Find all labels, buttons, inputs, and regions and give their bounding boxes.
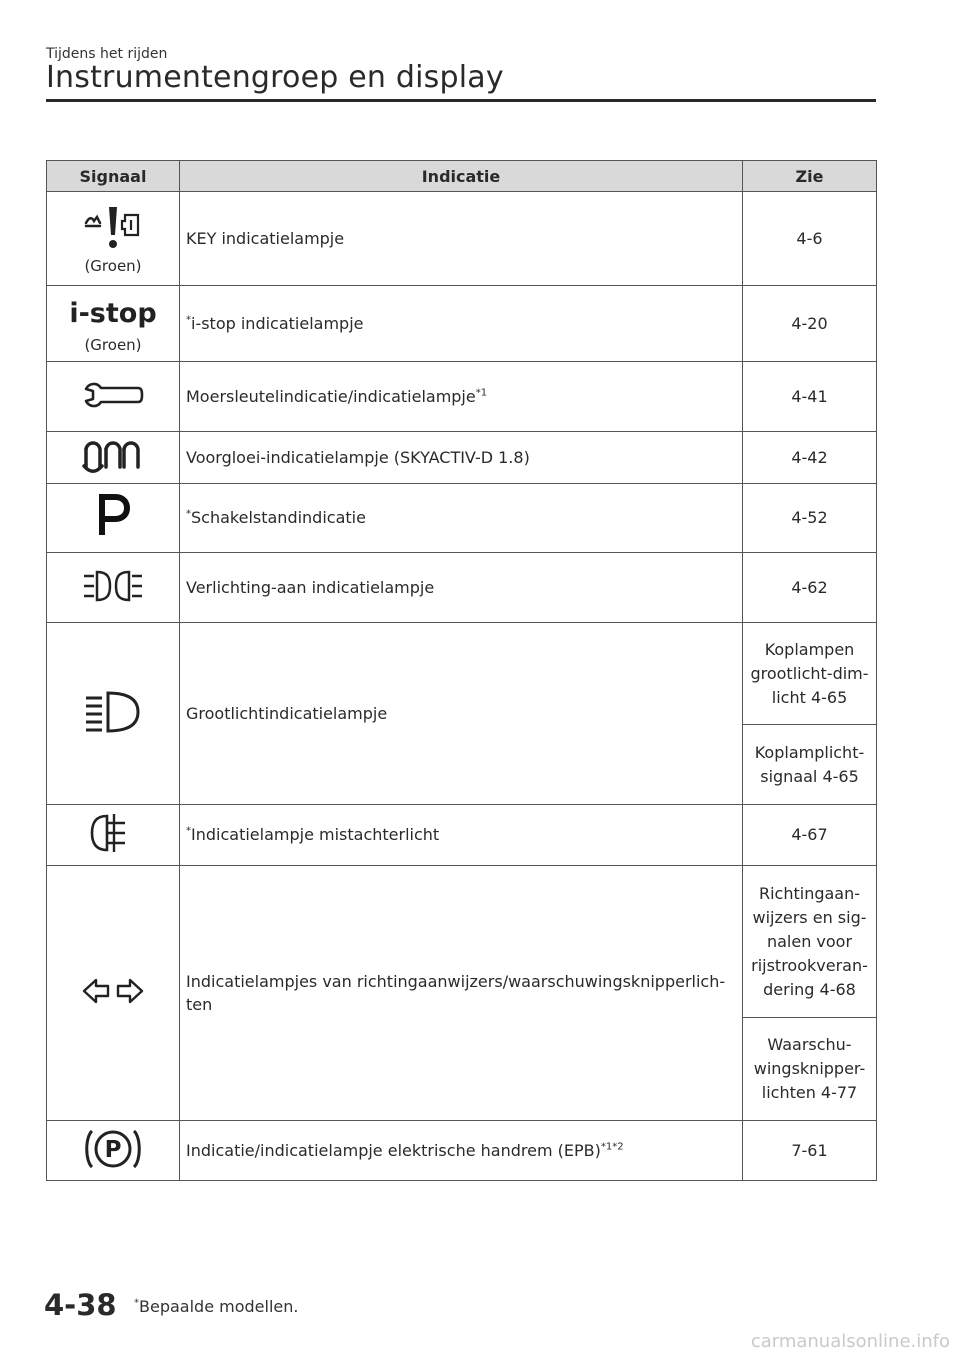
ref-cell: 4-42: [743, 432, 877, 484]
ref-cell: 4-41: [743, 362, 877, 432]
icon-note: (Groen): [84, 256, 142, 275]
signal-cell: [47, 432, 180, 484]
table-row: [47, 362, 877, 432]
column-header-zie: Zie: [743, 161, 877, 192]
svg-text:P: P: [104, 1136, 122, 1163]
footnote-legend: [134, 1297, 298, 1316]
table-row: [47, 1121, 877, 1181]
table-row: [47, 192, 877, 286]
column-header-indicatie: Indicatie: [180, 161, 743, 192]
i-stop-icon: [69, 294, 157, 330]
table-row: [47, 286, 877, 362]
ref-cell: Koplampen grootlicht-dim-licht 4-65: [743, 623, 877, 725]
signal-cell: [47, 286, 180, 362]
svg-text:i-stop: i-stop: [69, 297, 157, 329]
indication-text: KEY indicatielampje: [186, 228, 345, 248]
turn-signal-icon: [80, 974, 146, 1008]
ref-cell: Koplamplicht-signaal 4-65: [743, 725, 877, 805]
indication-text: Grootlichtindicatielampje: [186, 703, 388, 723]
indication-text: Indicatie/indicatielampje elektrische handrem (EPB): [186, 1140, 601, 1160]
indication-cell: [180, 286, 743, 362]
key-warning-icon: [80, 203, 146, 251]
icon-note: (Groen): [84, 335, 142, 354]
model-asterisk: *: [186, 826, 191, 838]
table-row: [47, 432, 877, 484]
signal-cell: [47, 866, 180, 1121]
indication-cell: [180, 805, 743, 866]
indication-cell: [180, 362, 743, 432]
wrench-icon: [80, 377, 146, 413]
table-header-row: [47, 161, 877, 192]
ref-cell: 4-20: [743, 286, 877, 362]
parking-brake-icon: [80, 1125, 146, 1173]
indication-text: Verlichting-aan indicatielampje: [186, 577, 435, 597]
table-row: [47, 866, 877, 1018]
signal-cell: [47, 553, 180, 623]
signal-cell: [47, 623, 180, 805]
signal-cell: [47, 192, 180, 286]
footnote-asterisk: *: [134, 1297, 139, 1309]
indication-cell: [180, 484, 743, 553]
table-row: [47, 553, 877, 623]
footnote-text: Bepaalde modellen.: [139, 1297, 299, 1316]
header-divider: [46, 99, 876, 102]
table-row: [47, 484, 877, 553]
glow-plug-icon: [80, 439, 146, 473]
ref-cell: Richtingaan-wijzers en sig-nalen voor rijstrookveran-dering 4-68: [743, 866, 877, 1018]
indication-text: Voorgloei-indicatielampje (SKYACTIV-D 1.8): [186, 447, 530, 467]
indication-text: i-stop indicatielampje: [191, 313, 364, 333]
ref-cell: 4-52: [743, 484, 877, 553]
signal-cell: [47, 1121, 180, 1181]
signal-cell: [47, 484, 180, 553]
column-header-signaal: Signaal: [47, 161, 180, 192]
high-beam-icon: [80, 690, 146, 734]
table-row: [47, 805, 877, 866]
indication-cell: [180, 623, 743, 805]
indication-text: Schakelstandindicatie: [191, 508, 366, 528]
indication-text: Indicatielampjes van richtingaanwijzers/waarschuwingsknipperlich-ten: [186, 971, 726, 1014]
signal-cell: [47, 362, 180, 432]
footnote-mark: *1*2: [600, 1141, 624, 1153]
indication-text: Moersleutelindicatie/indicatielampje: [186, 386, 476, 406]
indication-cell: [180, 432, 743, 484]
rear-fog-icon: [83, 808, 143, 858]
indication-cell: [180, 1121, 743, 1181]
page-number: 4-38: [44, 1288, 117, 1322]
ref-cell: 7-61: [743, 1121, 877, 1181]
indication-text: Indicatielampje mistachterlicht: [191, 825, 440, 845]
ref-cell: 4-62: [743, 553, 877, 623]
indicator-table: [46, 160, 877, 1181]
page-title: Instrumentengroep en display: [46, 60, 504, 95]
indication-cell: [180, 866, 743, 1121]
indication-cell: [180, 553, 743, 623]
signal-cell: [47, 805, 180, 866]
ref-cell: Waarschu-wingsknipper-lichten 4-77: [743, 1018, 877, 1121]
indication-cell: [180, 192, 743, 286]
model-asterisk: *: [186, 509, 191, 521]
ref-cell: 4-6: [743, 192, 877, 286]
watermark: carmanualsonline.info: [750, 1331, 950, 1352]
table-row: [47, 623, 877, 725]
shift-position-p-icon: [93, 493, 133, 539]
section-label: Tijdens het rijden: [46, 46, 168, 62]
footnote-mark: *1: [475, 387, 488, 399]
lights-on-icon: [80, 566, 146, 606]
model-asterisk: *: [186, 314, 191, 326]
ref-cell: 4-67: [743, 805, 877, 866]
